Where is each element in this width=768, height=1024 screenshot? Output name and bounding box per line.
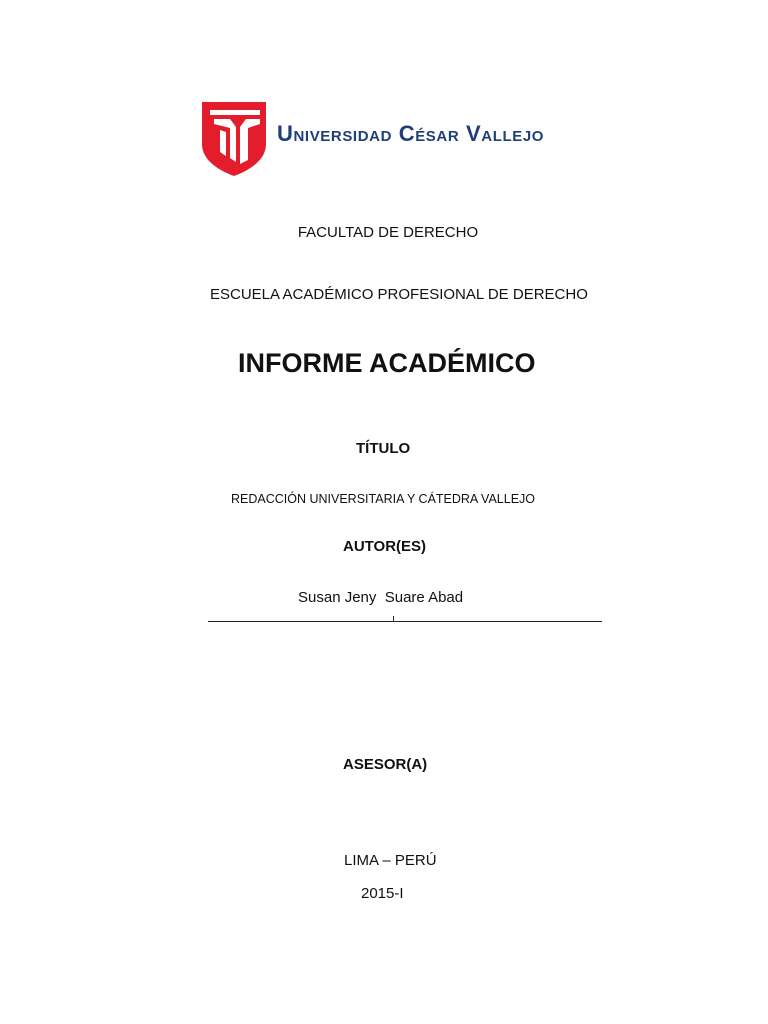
author-name: Susan Jeny Suare Abad [298, 589, 464, 606]
title-label: TÍTULO [356, 440, 411, 457]
signature-line-divider [393, 616, 394, 622]
faculty-name-text: FACULTAD DE DERECHO [297, 224, 479, 241]
author-label: AUTOR(ES) [343, 538, 427, 555]
place: LIMA – PERÚ [344, 852, 437, 869]
school-name: ESCUELA ACADÉMICO PROFESIONAL DE DERECHO [210, 286, 588, 303]
signature-line [208, 621, 602, 622]
shield-icon [200, 100, 268, 176]
academic-period: 2015-I [361, 885, 404, 902]
university-shield-logo [200, 100, 268, 176]
document-title: INFORME ACADÉMICO [238, 348, 536, 378]
university-name: Universidad César Vallejo [277, 121, 545, 146]
advisor-label: ASESOR(A) [343, 756, 428, 773]
faculty-name [0, 224, 768, 241]
report-title: REDACCIÓN UNIVERSITARIA Y CÁTEDRA VALLEJO [231, 492, 536, 506]
